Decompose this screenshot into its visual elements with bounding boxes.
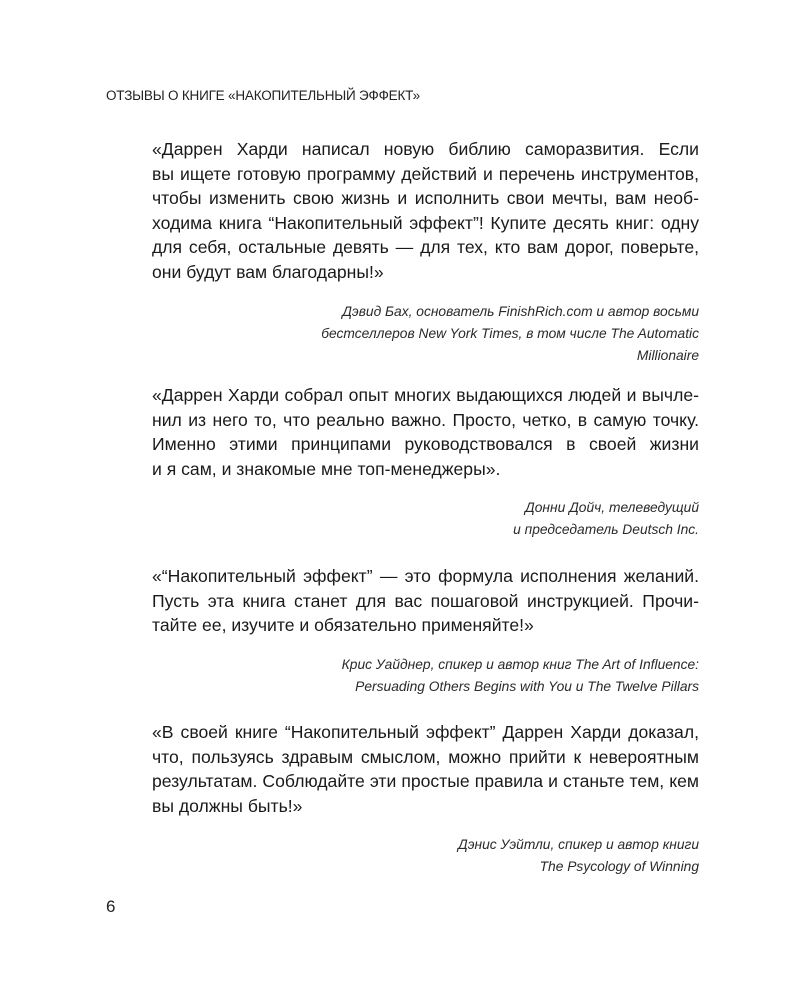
running-header: ОТЗЫВЫ О КНИГЕ «НАКОПИТЕЛЬНЫЙ ЭФФЕКТ»: [106, 88, 420, 103]
testimonial-attribution: [152, 301, 699, 367]
testimonial: [152, 564, 699, 698]
attribution-line: Persuading Others Begins with You и The Twelve Pillars: [355, 678, 699, 694]
attribution-line: Крис Уайднер, спикер и автор книг The Art of Influence:: [341, 656, 699, 672]
quote-line: что, пользуясь здравым смыслом, можно прийти к невероятным: [152, 746, 699, 767]
quote-line: нил из него то, что реально важно. Просто, четко, в самую точку.: [152, 409, 699, 430]
quote-line: и я сам, и знакомые мне топ-менеджеры».: [152, 458, 501, 479]
testimonial-quote: [152, 383, 699, 481]
quote-line: «Даррен Харди написал новую библию саморазвития. Если: [152, 139, 699, 159]
quote-line: чтобы изменить свою жизнь и исполнить свои мечты, вам необ-: [152, 188, 699, 209]
attribution-line: Донни Дойч, телеведущий: [525, 500, 699, 516]
attribution-line: и председатель Deutsch Inc.: [513, 522, 699, 538]
testimonial-attribution: [152, 497, 699, 541]
quote-line: «В своей книге “Накопительный эффект” Даррен Харди доказал,: [152, 722, 699, 742]
quote-line: «“Накопительный эффект” — это формула исполнения желаний.: [152, 566, 699, 586]
quote-line: ходима книга “Накопительный эффект”! Купите десять книг: одну: [152, 212, 699, 233]
attribution-line: The Psycology of Winning: [539, 859, 699, 875]
attribution-line: Дэнис Уэйтли, спикер и автор книги: [458, 837, 699, 853]
testimonial-quote: [152, 720, 699, 818]
testimonial-quote: [152, 564, 699, 638]
testimonial-attribution: [152, 654, 699, 698]
quote-line: вы ищете готовую программу действий и перечень инструментов,: [152, 163, 699, 184]
quote-line: для себя, остальные девять — для тех, кто вам дорог, поверьте,: [152, 237, 699, 258]
attribution-line: Millionaire: [636, 347, 699, 363]
attribution-line: Дэвид Бах, основатель FinishRich.com и автор восьми: [342, 303, 699, 319]
page-number: 6: [106, 897, 116, 916]
quote-line: результатам. Соблюдайте эти простые правила и станьте тем, кем: [152, 771, 699, 792]
quote-line: тайте ее, изучите и обязательно применяйте!»: [152, 615, 534, 636]
quote-line: вы должны быть!»: [152, 795, 303, 816]
testimonial: [152, 720, 699, 878]
quote-line: Пусть эта книга станет для вас пошаговой инструкцией. Прочи-: [152, 590, 699, 611]
quote-line: Именно этими принципами руководствовался в своей жизни: [152, 434, 699, 455]
quote-line: они будут вам благодарны!»: [152, 261, 384, 282]
testimonial: [152, 383, 699, 541]
testimonial: [152, 137, 699, 367]
quote-line: «Даррен Харди собрал опыт многих выдающихся людей и вычле-: [152, 385, 699, 405]
attribution-line: бестселлеров New York Times, в том числе The Automatic: [321, 325, 699, 341]
testimonial-quote: [152, 137, 699, 285]
testimonial-attribution: [152, 834, 699, 878]
